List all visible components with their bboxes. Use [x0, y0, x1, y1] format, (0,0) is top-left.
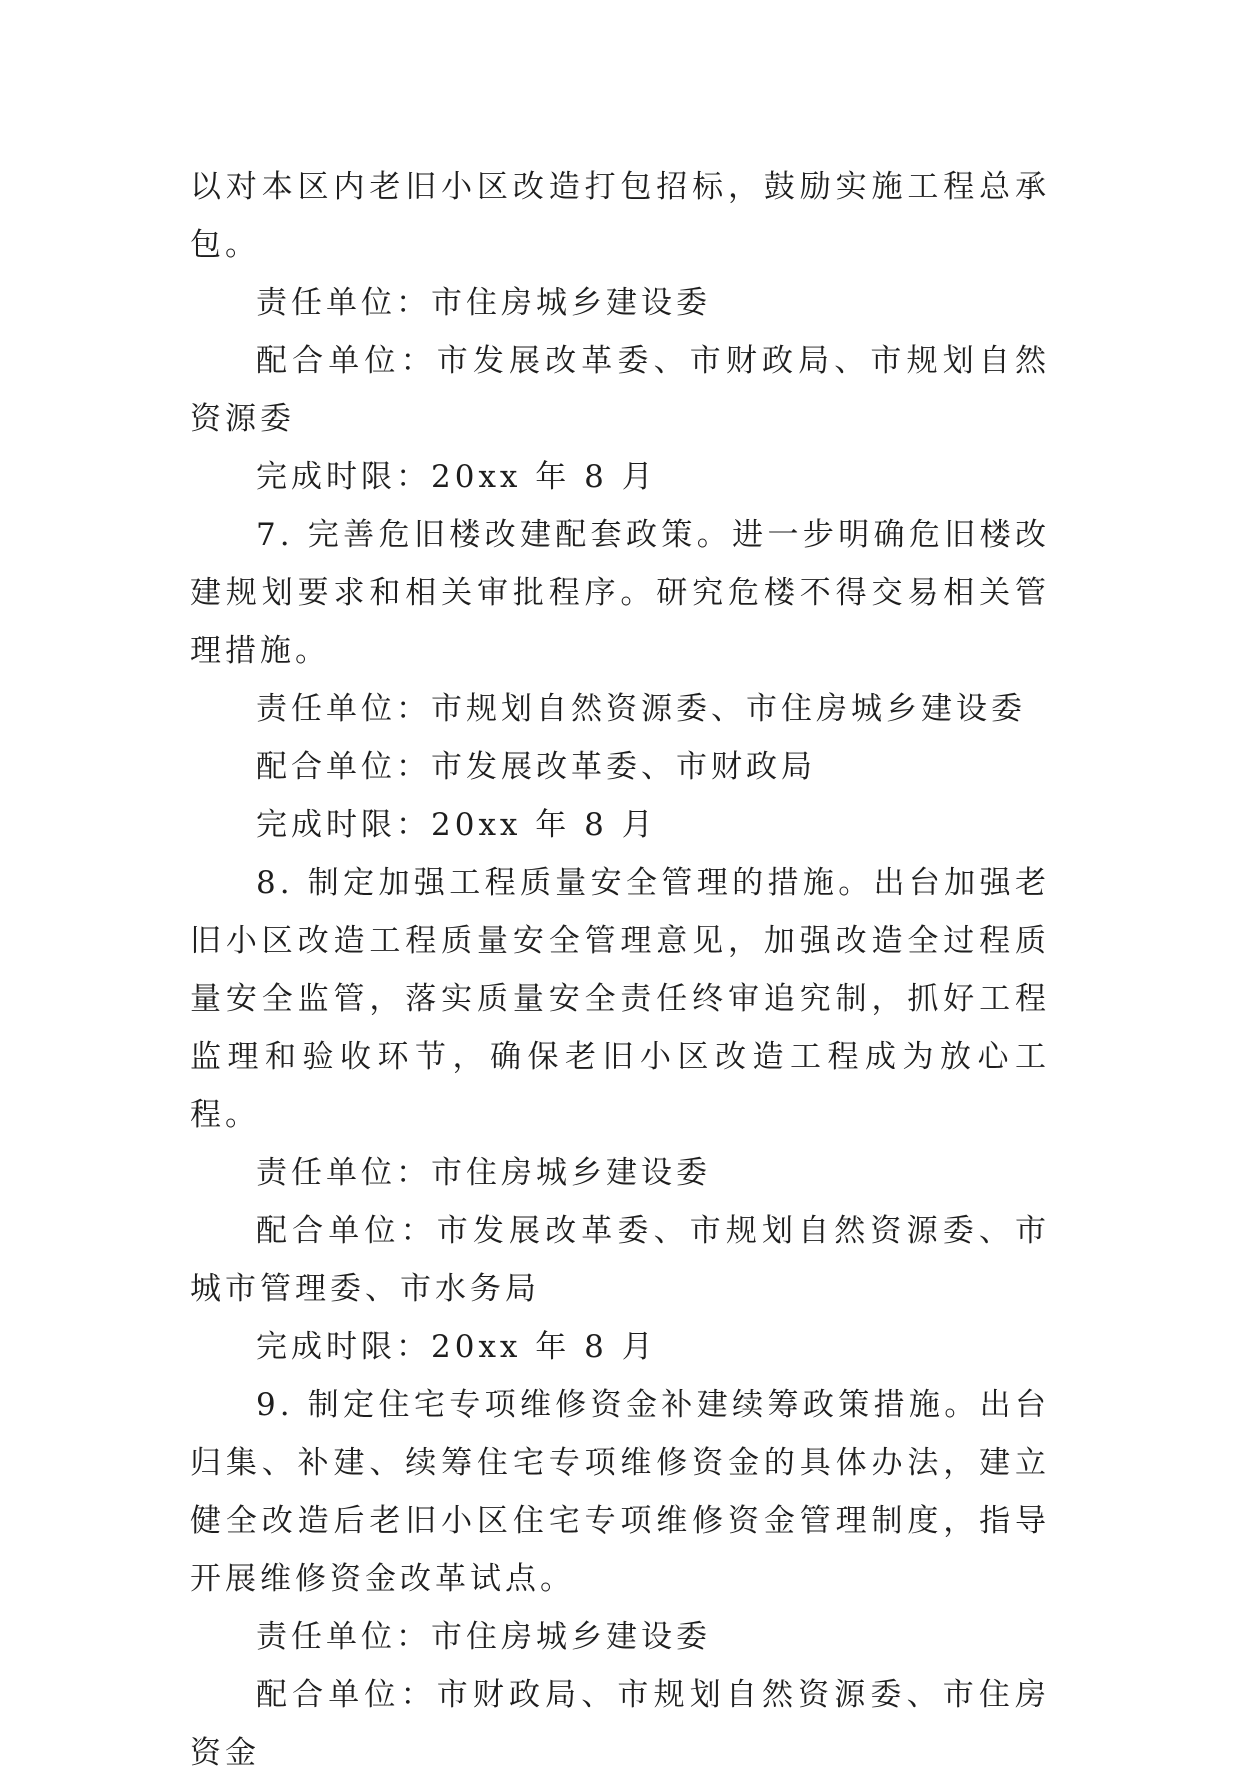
paragraph-7: 配合单位：市发展改革委、市财政局: [256, 749, 816, 785]
paragraph-2: 责任单位：市住房城乡建设委: [256, 285, 711, 321]
paragraph-1: 以对本区内老旧小区改造打包招标，鼓励实施工程总承包。: [190, 169, 1050, 263]
paragraph-12: 完成时限：20xx 年 8 月: [256, 1329, 657, 1365]
document-body: [190, 158, 1050, 1782]
paragraph-10: 责任单位：市住房城乡建设委: [256, 1155, 711, 1191]
paragraph-5: 7. 完善危旧楼改建配套政策。进一步明确危旧楼改建规划要求和相关审批程序。研究危楼不得交易相关管理措施。: [190, 517, 1050, 669]
paragraph-8: 完成时限：20xx 年 8 月: [256, 807, 657, 843]
paragraph-3: 配合单位：市发展改革委、市财政局、市规划自然资源委: [190, 343, 1050, 437]
paragraph-6: 责任单位：市规划自然资源委、市住房城乡建设委: [256, 691, 1026, 727]
paragraph-9: 8. 制定加强工程质量安全管理的措施。出台加强老旧小区改造工程质量安全管理意见，加强改造全过程质量安全监管，落实质量安全责任终审追究制，抓好工程监理和验收环节，确保老旧小区改造工程成为放心工程。: [190, 865, 1050, 1133]
paragraph-14: 责任单位：市住房城乡建设委: [256, 1619, 711, 1655]
paragraph-13: 9. 制定住宅专项维修资金补建续筹政策措施。出台归集、补建、续筹住宅专项维修资金的具体办法，建立健全改造后老旧小区住宅专项维修资金管理制度，指导开展维修资金改革试点。: [190, 1387, 1050, 1597]
paragraph-4: 完成时限：20xx 年 8 月: [256, 459, 657, 495]
paragraph-15: 配合单位：市财政局、市规划自然资源委、市住房资金: [190, 1677, 1050, 1771]
paragraph-11: 配合单位：市发展改革委、市规划自然资源委、市城市管理委、市水务局: [190, 1213, 1050, 1307]
